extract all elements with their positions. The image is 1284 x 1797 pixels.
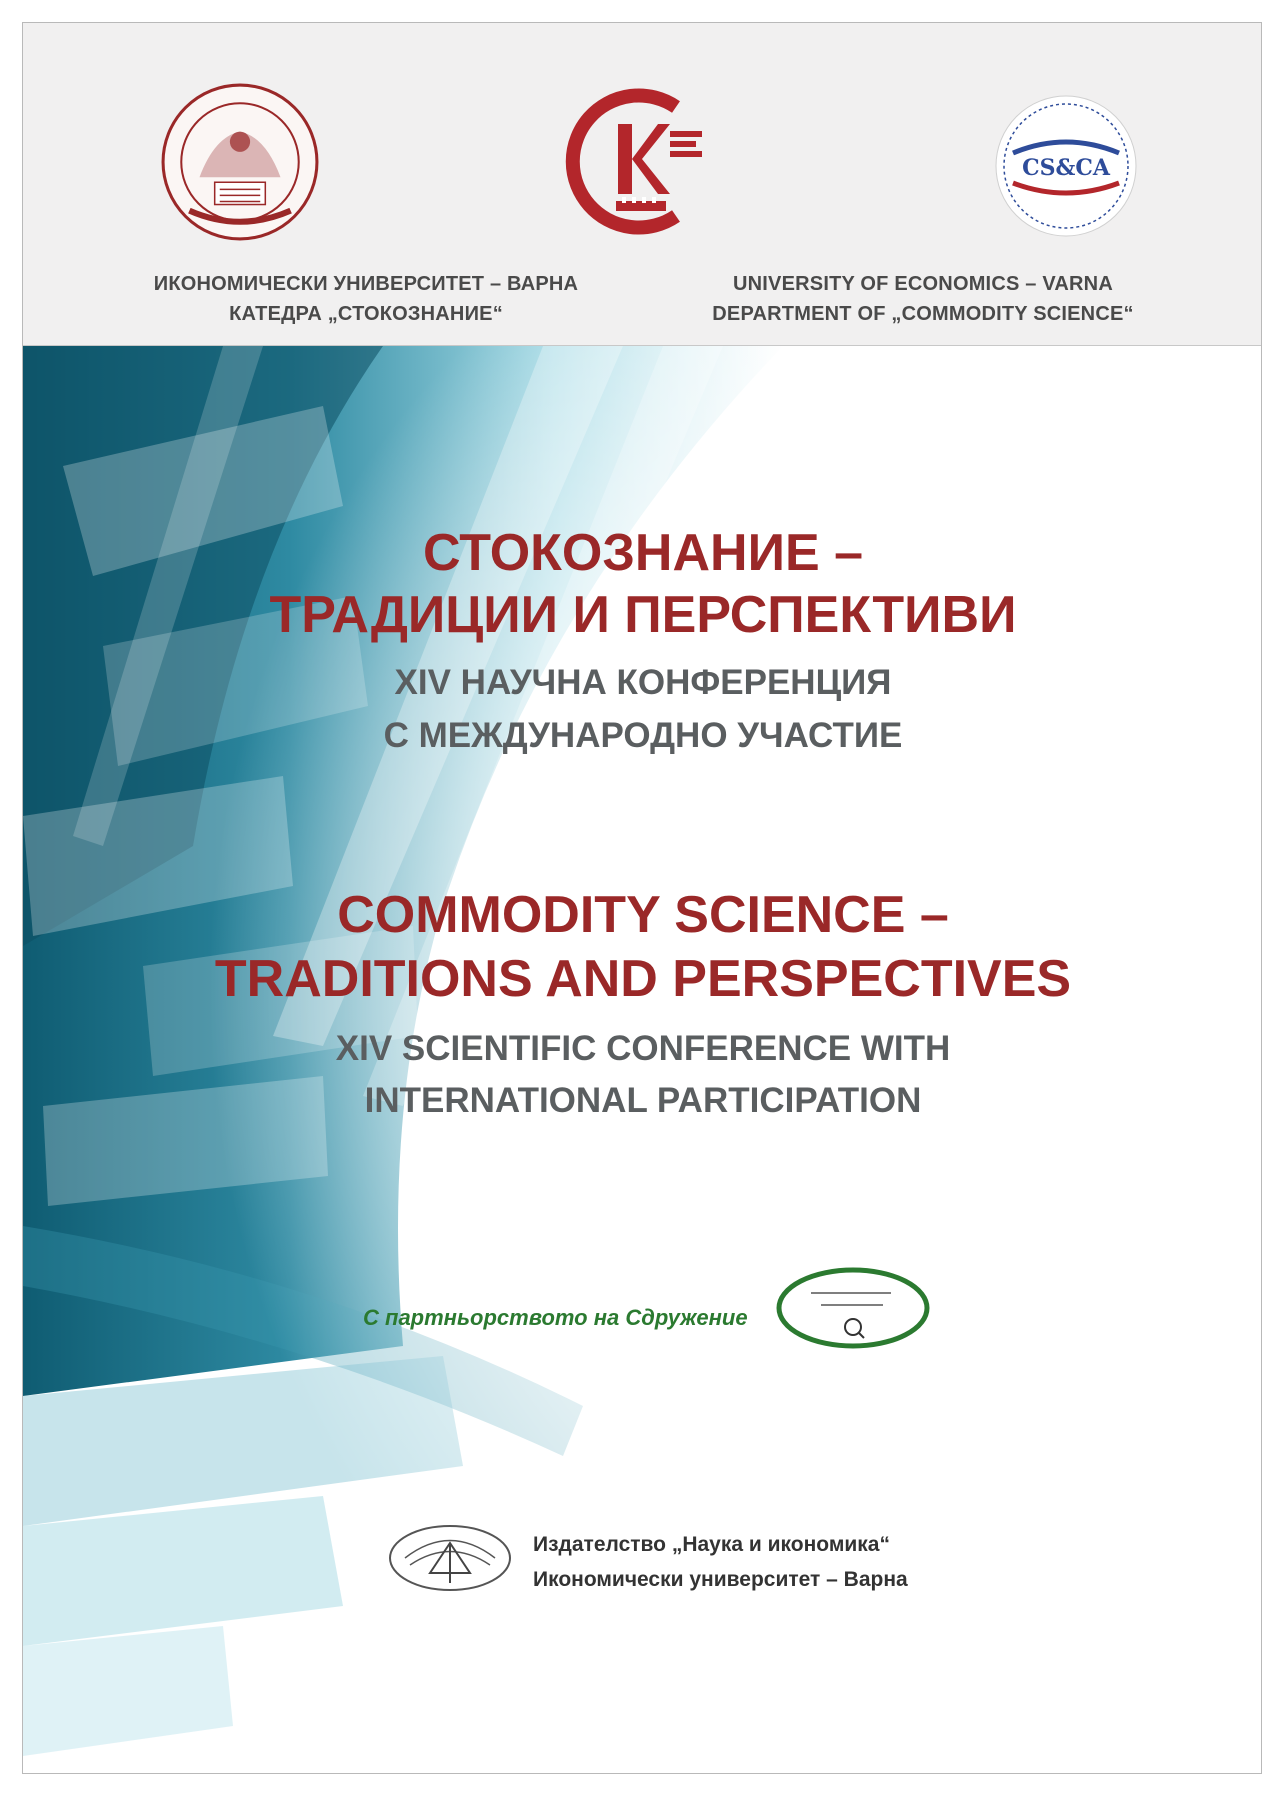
title-en-line-2: TRADITIONS AND PERSPECTIVES bbox=[214, 950, 1072, 1008]
header-right-line-1: UNIVERSITY OF ECONOMICS – VARNA bbox=[733, 273, 1113, 295]
title-en-line-1: COMMODITY SCIENCE – bbox=[337, 886, 949, 944]
header-band bbox=[23, 23, 1261, 346]
subtitle-bg-line-2: С МЕЖДУНАРОДНО УЧАСТИЕ bbox=[383, 716, 903, 755]
subtitle-en-line-2: INTERNATIONAL PARTICIPATION bbox=[364, 1081, 922, 1120]
header-left-line-2: КАТЕДРА „СТОКОЗНАНИЕ“ bbox=[229, 303, 503, 325]
university-seal-logo bbox=[159, 81, 321, 243]
subtitle-bg-line-1: XIV НАУЧНА КОНФЕРЕНЦИЯ bbox=[394, 663, 892, 702]
title-bg-line-1: СТОКОЗНАНИЕ – bbox=[422, 524, 864, 582]
partner-association-logo bbox=[771, 1263, 933, 1353]
csca-association-logo bbox=[991, 91, 1141, 241]
header-left-line-1: ИКОНОМИЧЕСКИ УНИВЕРСИТЕТ – ВАРНА bbox=[153, 273, 579, 295]
publisher-line-2: Икономически университет – Варна bbox=[533, 1568, 908, 1591]
publisher-seal-logo bbox=[385, 1513, 515, 1603]
title-bg-line-2: ТРАДИЦИИ И ПЕРСПЕКТИВИ bbox=[269, 586, 1017, 644]
csca-logo-text: CS&CA bbox=[1022, 155, 1110, 181]
header-right-line-2: DEPARTMENT OF „COMMODITY SCIENCE“ bbox=[712, 303, 1134, 325]
publisher-line-1: Издателство „Наука и икономика“ bbox=[533, 1533, 890, 1556]
partner-text: С партньорството на Сдружение bbox=[363, 1305, 748, 1330]
document-page bbox=[22, 22, 1262, 1774]
subtitle-en-line-1: XIV SCIENTIFIC CONFERENCE WITH bbox=[335, 1029, 951, 1068]
department-logo bbox=[558, 79, 723, 244]
